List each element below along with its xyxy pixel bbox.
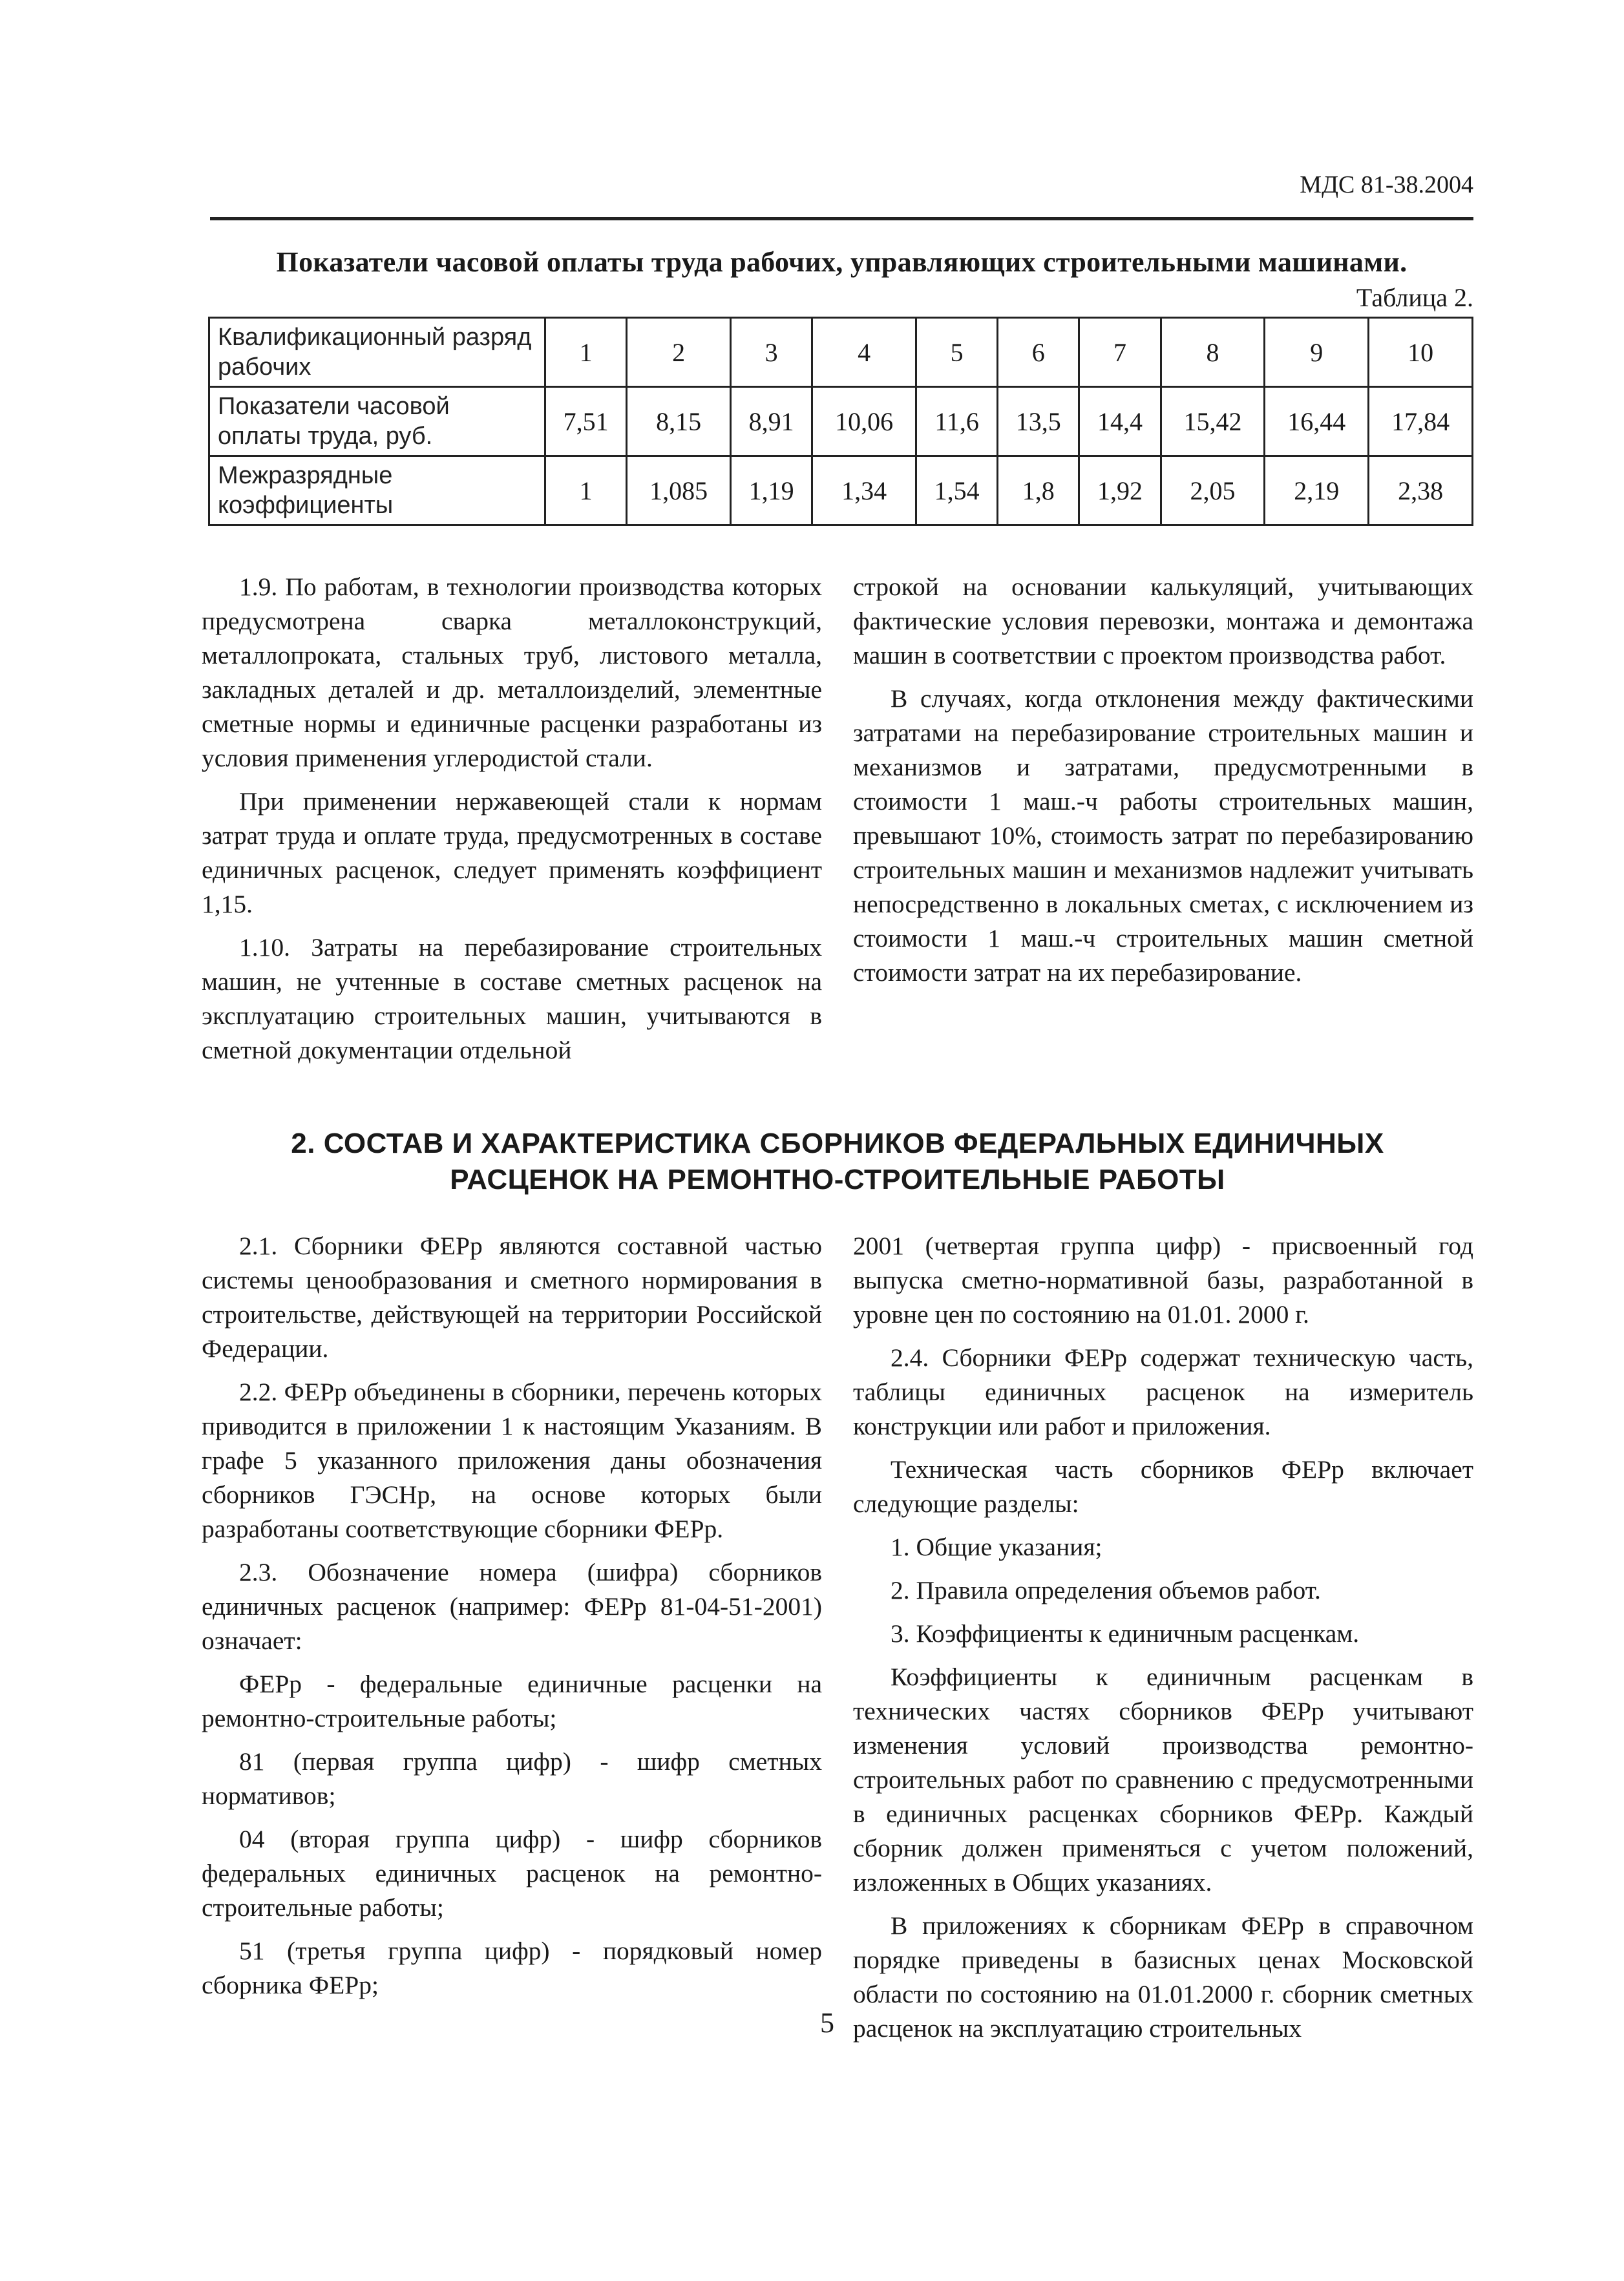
table-row <box>209 318 1473 387</box>
table-cell: 13,5 <box>998 387 1079 456</box>
row-header: Межразрядные коэффициенты <box>209 456 545 525</box>
table-cell: 2,05 <box>1161 456 1265 525</box>
paragraph: Техническая часть сборников ФЕРр включает следующие разделы: <box>853 1455 1473 1518</box>
paragraph: При применении нержавеющей стали к нормам затрат труда и оплате труда, предусмотренных в составе единичных расценок, следует применять коэффициент 1,15. <box>202 787 822 918</box>
row-header: Квалификационный разряд рабочих <box>209 318 545 387</box>
table-cell: 1,34 <box>812 456 916 525</box>
table-cell: 1 <box>545 318 627 387</box>
paragraph: 04 (вторая группа цифр) - шифр сборников федеральных единичных расценок на ремонтно-строительные работы; <box>202 1825 822 1922</box>
wage-rates-table <box>208 317 1473 526</box>
table-cell: 4 <box>812 318 916 387</box>
table-cell: 6 <box>998 318 1079 387</box>
table-row <box>209 387 1473 456</box>
list-item: 2. Правила определения объемов работ. <box>891 1576 1321 1604</box>
paragraph: Коэффициенты к единичным расценкам в технических частях сборников ФЕРр учитывают изменения условий производства ремонтно-строительных работ по сравнению с предусмотренными в единичных расценках сборников ФЕРр. Каждый сборник должен применяться с учетом положений, изложенных в Общих указаниях. <box>853 1663 1473 1897</box>
table-cell: 8 <box>1161 318 1265 387</box>
paragraph: 2.1. Сборники ФЕРр являются составной частью системы ценообразования и сметного нормирования в строительстве, действующей на территории Российской Федерации. <box>202 1232 822 1363</box>
text-column-lower-left <box>202 1229 822 2002</box>
table-cell: 14,4 <box>1079 387 1161 456</box>
paragraph: В случаях, когда отклонения между фактическими затратами на перебазирование строительных машин и механизмов и затратами, предусмотренными в стоимости 1 маш.-ч работы строительных машин, превышают 10%, стоимость затрат по перебазированию строительных машин и механизмов надлежит учитывать непосредственно в локальных сметах, с исключением из стоимости 1 маш.-ч строительных машин сметной стоимости затрат на их перебазирование. <box>853 684 1473 987</box>
text-column-upper-left <box>202 570 822 1067</box>
table-cell: 7 <box>1079 318 1161 387</box>
table-cell: 1 <box>545 456 627 525</box>
list-item: 1. Общие указания; <box>891 1533 1102 1561</box>
table-row <box>209 456 1473 525</box>
table-cell: 2 <box>627 318 731 387</box>
table-cell: 1,54 <box>916 456 997 525</box>
table-cell: 7,51 <box>545 387 627 456</box>
table-cell: 9 <box>1265 318 1369 387</box>
table-cell: 8,91 <box>730 387 812 456</box>
paragraph: 1.10. Затраты на перебазирование строительных машин, не учтенные в составе сметных расценок на эксплуатацию строительных машин, учитываются в сметной документации отдельной <box>202 933 822 1064</box>
table-title: Показатели часовой оплаты труда рабочих, управляющих строительными машинами. <box>276 246 1408 278</box>
table-cell: 16,44 <box>1265 387 1369 456</box>
table-cell: 2,19 <box>1265 456 1369 525</box>
text-column-lower-right <box>853 1229 1473 2046</box>
paragraph: 1.9. По работам, в технологии производства которых предусмотрена сварка металлоконструкций, металлопроката, стальных труб, листового металла, закладных деталей и др. металлоизделий, элементные сметные нормы и единичные расценки разработаны из условия применения углеродистой стали. <box>202 573 822 772</box>
paragraph: строкой на основании калькуляций, учитывающих фактические условия перевозки, монтажа и демонтажа машин в соответствии с проектом производства работ. <box>853 573 1473 669</box>
table-cell: 1,085 <box>627 456 731 525</box>
document-code: МДС 81-38.2004 <box>1300 171 1473 198</box>
paragraph: 2.2. ФЕРр объединены в сборники, перечень которых приводится в приложении 1 к настоящим Указаниям. В графе 5 указанного приложения даны обозначения сборников ГЭСНр, на основе которых были разработаны соответствующие сборники ФЕРр. <box>202 1378 822 1543</box>
section-heading-line: РАСЦЕНОК НА РЕМОНТНО-СТРОИТЕЛЬНЫЕ РАБОТЫ <box>450 1164 1225 1195</box>
table-cell: 1,19 <box>730 456 812 525</box>
table-cell: 1,8 <box>998 456 1079 525</box>
section-heading <box>202 1126 1473 1198</box>
table-cell: 2,38 <box>1369 456 1473 525</box>
paragraph: 2.3. Обозначение номера (шифра) сборников единичных расценок (например: ФЕРр 81-04-51-2001) означает: <box>202 1558 822 1655</box>
table-number-label: Таблица 2. <box>1356 283 1473 312</box>
table-cell: 15,42 <box>1161 387 1265 456</box>
table-cell: 11,6 <box>916 387 997 456</box>
text-column-upper-right <box>853 570 1473 990</box>
page-number: 5 <box>820 2007 834 2039</box>
table-cell: 10,06 <box>812 387 916 456</box>
table-cell: 10 <box>1369 318 1473 387</box>
paragraph: 2.4. Сборники ФЕРр содержат техническую часть, таблицы единичных расценок на измеритель конструкции или работ и приложения. <box>853 1343 1473 1440</box>
header-rule <box>210 217 1473 220</box>
paragraph: 2001 (четвертая группа цифр) - присвоенный год выпуска сметно-нормативной базы, разработанной в уровне цен по состоянию на 01.01. 2000 г. <box>853 1232 1473 1329</box>
table-cell: 8,15 <box>627 387 731 456</box>
row-header: Показатели часовой оплаты труда, руб. <box>209 387 545 456</box>
table-cell: 1,92 <box>1079 456 1161 525</box>
paragraph: В приложениях к сборникам ФЕРр в справочном порядке приведены в базисных ценах Московской области по состоянию на 01.01.2000 г. сборник сметных расценок на эксплуатацию строительных <box>853 1911 1473 2043</box>
section-heading-line: 2. СОСТАВ И ХАРАКТЕРИСТИКА СБОРНИКОВ ФЕДЕРАЛЬНЫХ ЕДИНИЧНЫХ <box>291 1128 1384 1159</box>
paragraph: 81 (первая группа цифр) - шифр сметных нормативов; <box>202 1747 822 1810</box>
table-cell: 17,84 <box>1369 387 1473 456</box>
paragraph: 51 (третья группа цифр) - порядковый номер сборника ФЕРр; <box>202 1937 822 1999</box>
table-cell: 3 <box>730 318 812 387</box>
table-cell: 5 <box>916 318 997 387</box>
paragraph: ФЕРр - федеральные единичные расценки на ремонтно-строительные работы; <box>202 1670 822 1732</box>
list-item: 3. Коэффициенты к единичным расценкам. <box>891 1619 1360 1648</box>
